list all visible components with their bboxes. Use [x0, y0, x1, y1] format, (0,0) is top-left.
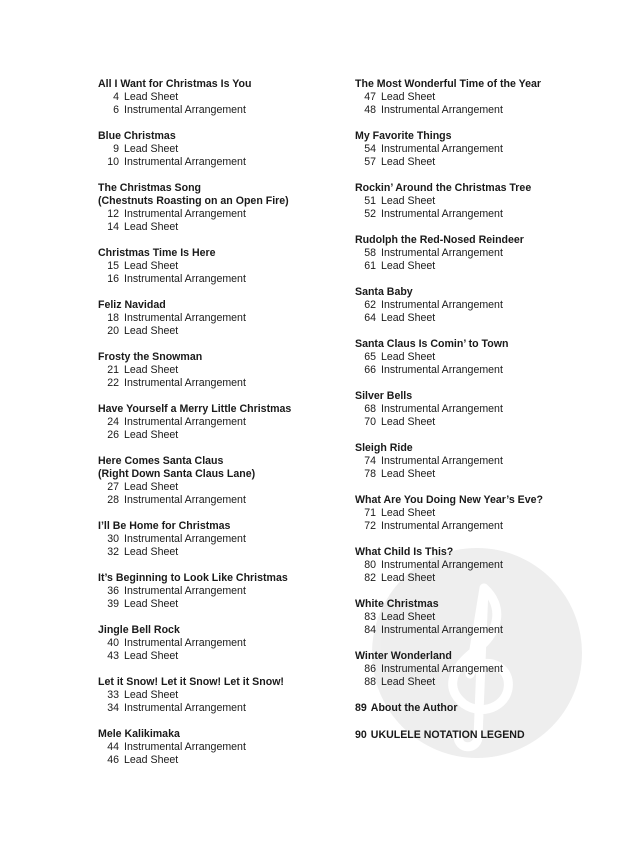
toc-row[interactable]	[355, 312, 605, 325]
arrangement-label: Instrumental Arrangement	[381, 559, 503, 571]
page-number: 10	[107, 156, 119, 168]
toc-row[interactable]	[98, 598, 338, 611]
toc-row[interactable]	[355, 468, 605, 481]
toc-row[interactable]	[98, 546, 338, 559]
arrangement-label: Instrumental Arrangement	[381, 104, 503, 116]
page-number: 83	[364, 611, 376, 623]
arrangement-label: Lead Sheet	[124, 481, 179, 493]
toc-row[interactable]	[98, 416, 338, 429]
page-number: 84	[364, 624, 376, 636]
song-entry	[355, 390, 605, 429]
song-title[interactable]: The Most Wonderful Time of the Year	[355, 78, 542, 90]
arrangement-label: Instrumental Arrangement	[381, 364, 503, 376]
song-title[interactable]: Winter Wonderland	[355, 650, 452, 662]
toc-row[interactable]	[98, 104, 338, 117]
toc-row[interactable]	[98, 208, 338, 221]
page-number: 14	[107, 221, 119, 233]
toc-row[interactable]	[355, 91, 605, 104]
arrangement-label: Lead Sheet	[124, 754, 179, 766]
song-title[interactable]: Santa Baby	[355, 286, 413, 298]
arrangement-label: Instrumental Arrangement	[124, 273, 246, 285]
song-title[interactable]: Let it Snow! Let it Snow! Let it Snow!	[98, 676, 284, 688]
arrangement-label: Instrumental Arrangement	[124, 156, 246, 168]
page-number: 33	[107, 689, 119, 701]
song-title[interactable]: Mele Kalikimaka	[98, 728, 180, 740]
arrangement-label: Lead Sheet	[381, 416, 436, 428]
song-title[interactable]: Rudolph the Red-Nosed Reindeer	[355, 234, 524, 246]
page-number: 28	[107, 494, 119, 506]
song-entry	[355, 78, 605, 117]
page-number: 71	[364, 507, 376, 519]
song-entry	[355, 338, 605, 377]
arrangement-label: Lead Sheet	[381, 260, 436, 272]
toc-row[interactable]	[98, 156, 338, 169]
page-number: 30	[107, 533, 119, 545]
song-title[interactable]: Sleigh Ride	[355, 442, 413, 454]
toc-row[interactable]	[98, 260, 338, 273]
toc-row[interactable]	[98, 585, 338, 598]
page-number: 46	[107, 754, 119, 766]
song-title[interactable]: Blue Christmas	[98, 130, 176, 142]
toc-row[interactable]	[98, 312, 338, 325]
arrangement-label: Instrumental Arrangement	[124, 702, 246, 714]
page-number: 34	[107, 702, 119, 714]
arrangement-label: Lead Sheet	[381, 312, 436, 324]
arrangement-label: Instrumental Arrangement	[124, 494, 246, 506]
page-number: 16	[107, 273, 119, 285]
arrangement-label: Instrumental Arrangement	[381, 663, 503, 675]
arrangement-label: Lead Sheet	[381, 468, 436, 480]
page-number: 86	[364, 663, 376, 675]
toc-row[interactable]	[355, 247, 605, 260]
arrangement-label: Instrumental Arrangement	[124, 377, 246, 389]
page-number: 54	[364, 143, 376, 155]
toc-row[interactable]	[355, 156, 605, 169]
arrangement-label: Instrumental Arrangement	[124, 312, 246, 324]
page-number: 43	[107, 650, 119, 662]
page-number: 15	[107, 260, 119, 272]
page-number: 36	[107, 585, 119, 597]
page-number: 21	[107, 364, 119, 376]
song-entry	[98, 676, 338, 715]
song-title[interactable]: Have Yourself a Merry Little Christmas	[98, 403, 292, 415]
song-entry	[355, 234, 605, 273]
toc-row[interactable]	[98, 533, 338, 546]
toc-row[interactable]	[98, 754, 338, 767]
song-entry	[98, 572, 338, 611]
song-title[interactable]: Frosty the Snowman	[98, 351, 203, 363]
page-number: 9	[113, 143, 119, 155]
page-number: 22	[107, 377, 119, 389]
toc-row[interactable]	[98, 377, 338, 390]
arrangement-label: Instrumental Arrangement	[381, 624, 503, 636]
toc-row[interactable]	[355, 663, 605, 676]
arrangement-label: Instrumental Arrangement	[381, 403, 503, 415]
page-number: 64	[364, 312, 376, 324]
arrangement-label: Instrumental Arrangement	[381, 299, 503, 311]
song-entry	[355, 598, 605, 637]
song-entry	[98, 455, 338, 507]
toc-row[interactable]	[355, 143, 605, 156]
page-number: 65	[364, 351, 376, 363]
arrangement-label: Lead Sheet	[381, 572, 436, 584]
page-number: 26	[107, 429, 119, 441]
toc-row[interactable]	[98, 364, 338, 377]
toc-row[interactable]	[98, 429, 338, 442]
toc-row[interactable]	[98, 494, 338, 507]
page-number: 24	[107, 416, 119, 428]
toc-row[interactable]	[98, 91, 338, 104]
page-number: 52	[364, 208, 376, 220]
song-entry	[98, 78, 338, 117]
song-entry	[355, 442, 605, 481]
toc-row[interactable]	[98, 637, 338, 650]
page-number: 68	[364, 403, 376, 415]
arrangement-label: Instrumental Arrangement	[124, 637, 246, 649]
arrangement-label: Lead Sheet	[124, 650, 179, 662]
toc-row[interactable]	[98, 325, 338, 338]
toc-row[interactable]	[355, 364, 605, 377]
arrangement-label: Instrumental Arrangement	[124, 533, 246, 545]
arrangement-label: Lead Sheet	[124, 325, 179, 337]
page-number: 48	[364, 104, 376, 116]
extra-label: UKULELE NOTATION LEGEND	[370, 729, 525, 741]
song-entry	[355, 286, 605, 325]
arrangement-label: Lead Sheet	[381, 156, 436, 168]
song-title[interactable]: Santa Claus Is Comin’ to Town	[355, 338, 509, 350]
page-number: 51	[364, 195, 376, 207]
extra-page-number: 90	[355, 729, 367, 741]
toc-row[interactable]	[355, 299, 605, 312]
arrangement-label: Instrumental Arrangement	[124, 741, 246, 753]
arrangement-label: Instrumental Arrangement	[381, 247, 503, 259]
toc-row[interactable]	[98, 650, 338, 663]
page-number: 57	[364, 156, 376, 168]
arrangement-label: Instrumental Arrangement	[381, 520, 503, 532]
page-number: 4	[113, 91, 119, 103]
arrangement-label: Lead Sheet	[381, 351, 436, 363]
song-entry	[355, 494, 605, 533]
song-entry	[98, 351, 338, 390]
arrangement-label: Instrumental Arrangement	[381, 143, 503, 155]
arrangement-label: Lead Sheet	[124, 91, 179, 103]
song-title[interactable]: (Chestnuts Roasting on an Open Fire)	[98, 195, 289, 207]
page-number: 47	[364, 91, 376, 103]
song-title[interactable]: All I Want for Christmas Is You	[98, 78, 252, 90]
arrangement-label: Instrumental Arrangement	[381, 208, 503, 220]
extra-page-number: 89	[355, 702, 367, 714]
arrangement-label: Lead Sheet	[381, 611, 436, 623]
toc-row[interactable]	[98, 273, 338, 286]
page-number: 44	[107, 741, 119, 753]
toc-row[interactable]	[98, 702, 338, 715]
song-entry	[355, 130, 605, 169]
toc-row[interactable]	[355, 559, 605, 572]
arrangement-label: Lead Sheet	[381, 676, 436, 688]
song-entry	[355, 546, 605, 585]
toc-row[interactable]	[98, 143, 338, 156]
toc-row[interactable]	[98, 481, 338, 494]
arrangement-label: Instrumental Arrangement	[124, 416, 246, 428]
page-number: 6	[113, 104, 119, 116]
page-number: 62	[364, 299, 376, 311]
toc-row[interactable]	[98, 221, 338, 234]
song-title[interactable]: Feliz Navidad	[98, 299, 166, 311]
toc-row[interactable]	[355, 676, 605, 689]
song-entry	[98, 520, 338, 559]
page-number: 12	[107, 208, 119, 220]
page-number: 20	[107, 325, 119, 337]
extra-label: About the Author	[370, 702, 458, 714]
song-entry	[98, 182, 338, 234]
page-number: 32	[107, 546, 119, 558]
toc-row[interactable]	[355, 572, 605, 585]
extra-entry-legend[interactable]	[355, 729, 605, 742]
page-number: 82	[364, 572, 376, 584]
toc-row[interactable]	[355, 260, 605, 273]
song-title[interactable]: Rockin’ Around the Christmas Tree	[355, 182, 532, 194]
page-number: 61	[364, 260, 376, 272]
page-number: 58	[364, 247, 376, 259]
arrangement-label: Lead Sheet	[124, 546, 179, 558]
toc-row[interactable]	[355, 520, 605, 533]
toc-row[interactable]	[355, 455, 605, 468]
song-title[interactable]: What Child Is This?	[355, 546, 454, 558]
arrangement-label: Lead Sheet	[124, 689, 179, 701]
song-entry	[98, 299, 338, 338]
song-title[interactable]: Christmas Time Is Here	[98, 247, 216, 259]
song-title[interactable]: What Are You Doing New Year’s Eve?	[355, 494, 543, 506]
extra-entry-author[interactable]	[355, 702, 605, 715]
toc-row[interactable]	[355, 104, 605, 117]
arrangement-label: Instrumental Arrangement	[124, 104, 246, 116]
arrangement-label: Lead Sheet	[124, 364, 179, 376]
song-entry	[98, 728, 338, 767]
song-title[interactable]: I’ll Be Home for Christmas	[98, 520, 231, 532]
song-title[interactable]: The Christmas Song	[98, 182, 202, 194]
song-entry	[355, 650, 605, 689]
song-entry	[98, 624, 338, 663]
toc-row[interactable]	[355, 351, 605, 364]
page-number: 74	[364, 455, 376, 467]
song-title[interactable]: It’s Beginning to Look Like Christmas	[98, 572, 288, 584]
arrangement-label: Lead Sheet	[124, 260, 179, 272]
toc-row[interactable]	[355, 611, 605, 624]
song-title[interactable]: (Right Down Santa Claus Lane)	[98, 468, 256, 480]
page-number: 18	[107, 312, 119, 324]
song-title[interactable]: Jingle Bell Rock	[98, 624, 180, 636]
song-title[interactable]: Silver Bells	[355, 390, 413, 402]
arrangement-label: Lead Sheet	[124, 598, 179, 610]
song-entry	[98, 403, 338, 442]
arrangement-label: Lead Sheet	[124, 143, 179, 155]
toc-row[interactable]	[98, 689, 338, 702]
song-entry	[98, 247, 338, 286]
song-title[interactable]: My Favorite Things	[355, 130, 452, 142]
arrangement-label: Instrumental Arrangement	[124, 208, 246, 220]
page-number: 70	[364, 416, 376, 428]
arrangement-label: Lead Sheet	[381, 507, 436, 519]
arrangement-label: Lead Sheet	[381, 195, 436, 207]
song-entry	[98, 130, 338, 169]
page-number: 88	[364, 676, 376, 688]
page-number: 80	[364, 559, 376, 571]
page-number: 39	[107, 598, 119, 610]
toc-row[interactable]	[98, 741, 338, 754]
left-column	[98, 78, 338, 780]
toc-row[interactable]	[355, 507, 605, 520]
page-number: 27	[107, 481, 119, 493]
arrangement-label: Instrumental Arrangement	[381, 455, 503, 467]
arrangement-label: Instrumental Arrangement	[124, 585, 246, 597]
toc-row[interactable]	[355, 624, 605, 637]
right-column	[355, 78, 605, 756]
page-number: 40	[107, 637, 119, 649]
song-title[interactable]: White Christmas	[355, 598, 439, 610]
toc-row[interactable]	[355, 195, 605, 208]
toc-row[interactable]	[355, 403, 605, 416]
arrangement-label: Lead Sheet	[381, 91, 436, 103]
toc-row[interactable]	[355, 416, 605, 429]
toc-row[interactable]	[355, 208, 605, 221]
song-title[interactable]: Here Comes Santa Claus	[98, 455, 224, 467]
arrangement-label: Lead Sheet	[124, 429, 179, 441]
song-entry	[355, 182, 605, 221]
page-number: 78	[364, 468, 376, 480]
page-number: 66	[364, 364, 376, 376]
page-number: 72	[364, 520, 376, 532]
arrangement-label: Lead Sheet	[124, 221, 179, 233]
